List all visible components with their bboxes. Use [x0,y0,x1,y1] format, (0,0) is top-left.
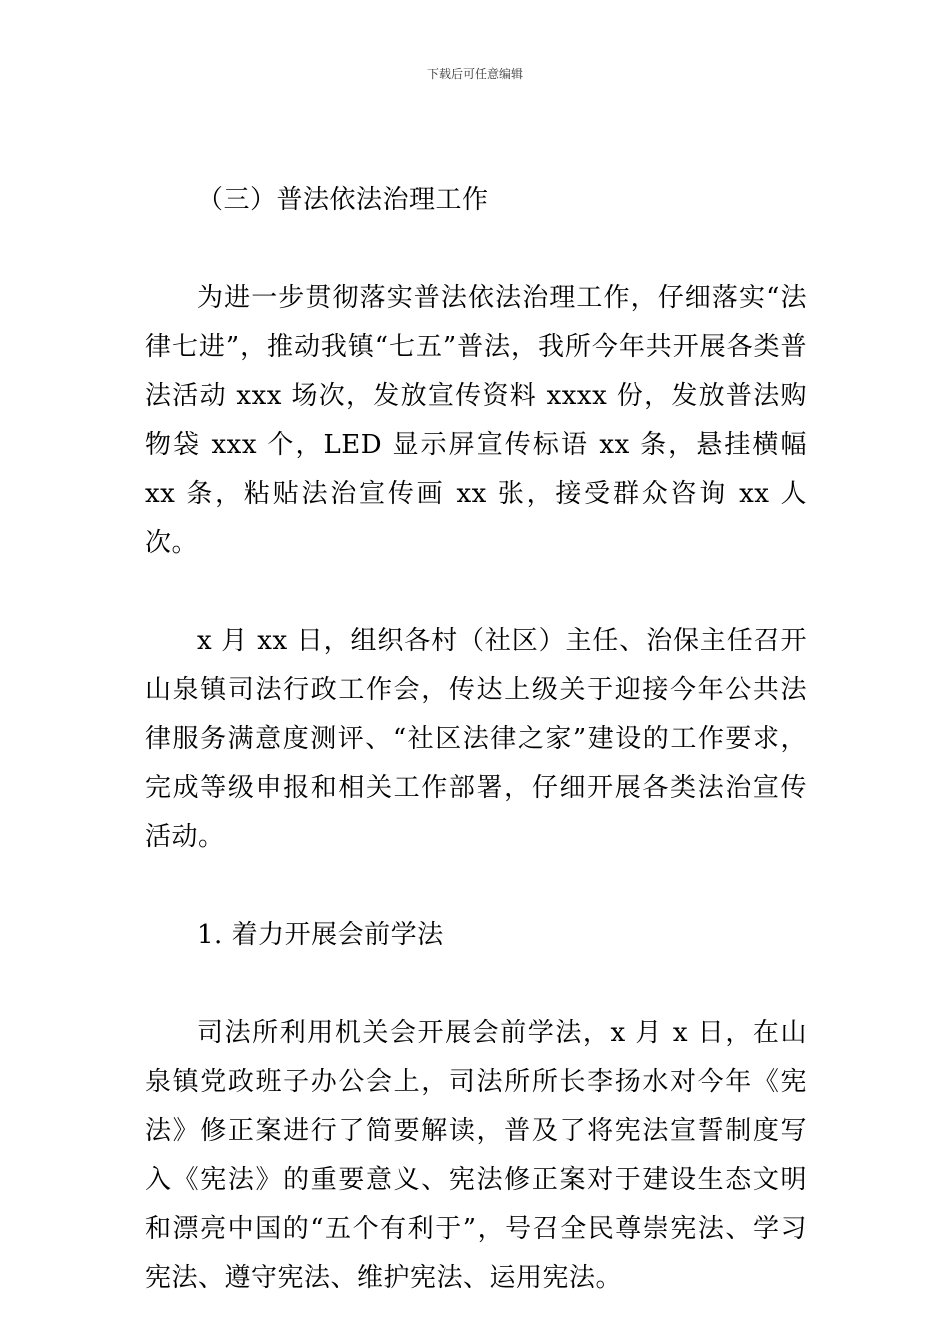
paragraph-2: x 月 xx 日，组织各村（社区）主任、治保主任召开山泉镇司法行政工作会，传达上级关于迎接今年公共法律服务满意度测评、“社区法律之家”建设的工作要求，完成等级申报和相关工作部署，仔细开展各类法治宣传活动。 [145,626,807,852]
section-heading: （三）普法依法治理工作 [197,185,489,215]
subheading-1: 1. 着力开展会前学法 [197,920,444,950]
document-body [145,176,807,1303]
paragraph-spacer [145,225,807,274]
paragraph-1: 为进一步贯彻落实普法依法治理工作，仔细落实“法律七进”，推动我镇“七五”普法，我所今年共开展各类普法活动 xxx 场次，发放宣传资料 xxxx 份，发放普法购物袋 xxx 个，LED 显示屏宣传标语 xx 条，悬挂横幅 xx 条，粘贴法治宣传画 xx 张，接受群众咨询 xx 人次。 [145,283,807,558]
page-header-note: 下载后可任意编辑 [426,67,523,81]
paragraph-spacer [145,960,807,1009]
paragraph-spacer [145,862,807,911]
paragraph-spacer [145,568,807,617]
paragraph-3: 司法所利用机关会开展会前学法，x 月 x 日，在山泉镇党政班子办公会上，司法所所长李扬水对今年《宪法》修正案进行了简要解读，普及了将宪法宣誓制度写入《宪法》的重要意义、宪法修正案对于建设生态文明和漂亮中国的“五个有利于”，号召全民尊崇宪法、学习宪法、遵守宪法、维护宪法、运用宪法。 [145,1018,807,1293]
